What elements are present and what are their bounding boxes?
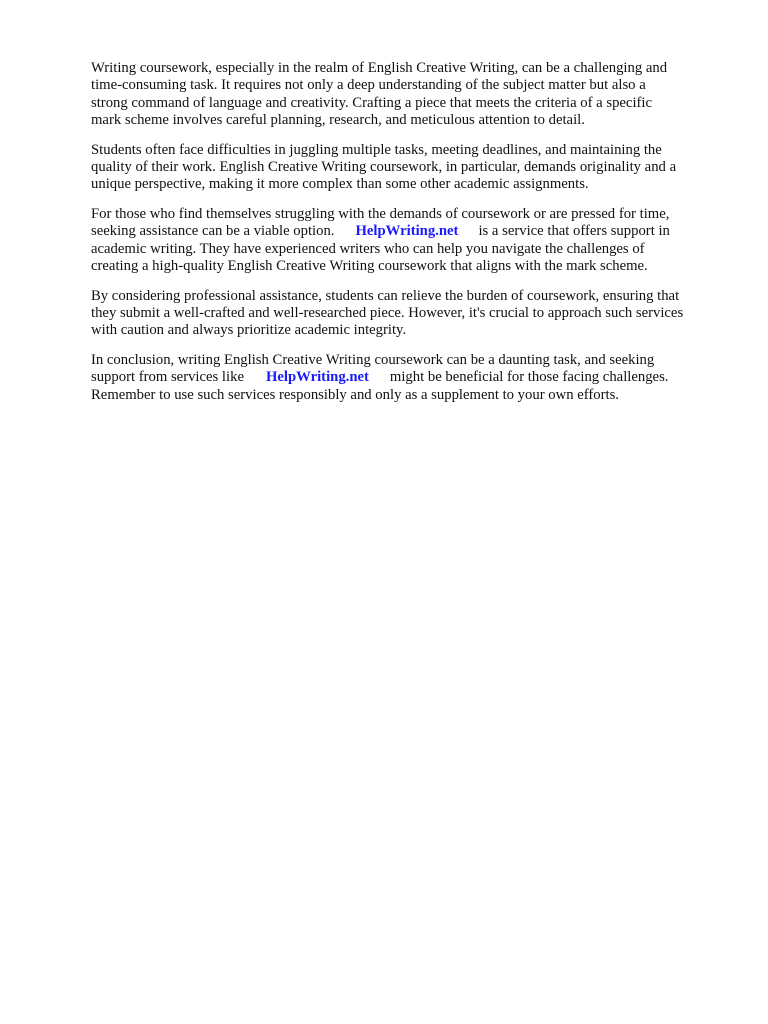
document-page xyxy=(91,60,721,417)
text-line: quality of their work. English Creative Writing coursework, in particular, demands originality and a xyxy=(91,158,677,175)
text-line: strong command of language and creativity. Crafting a piece that meets the criteria of a specific xyxy=(91,94,653,111)
paragraph-5 xyxy=(91,352,721,404)
text-line: Writing coursework, especially in the realm of English Creative Writing, can be a challenging and xyxy=(91,60,668,76)
text-line: unique perspective, making it more complex than some other academic assignments. xyxy=(91,176,589,193)
text-line: academic writing. They have experienced writers who can help you navigate the challenges of xyxy=(91,240,645,257)
helpwriting-link[interactable]: HelpWriting.net xyxy=(355,223,459,240)
text-segment: is a service that offers support in xyxy=(478,223,670,240)
text-segment: might be beneficial for those facing challenges. xyxy=(389,369,669,386)
text-line-with-link xyxy=(91,369,721,386)
text-line: For those who find themselves struggling with the demands of coursework or are pressed for time, xyxy=(91,206,670,223)
text-segment: seeking assistance can be a viable option. xyxy=(91,223,335,240)
text-line: they submit a well-crafted and well-researched piece. However, it's crucial to approach such services xyxy=(91,305,684,322)
text-line: Remember to use such services responsibly and only as a supplement to your own efforts. xyxy=(91,386,619,403)
text-line: time-consuming task. It requires not only a deep understanding of the subject matter but also a xyxy=(91,77,646,94)
text-line: Students often face difficulties in juggling multiple tasks, meeting deadlines, and maintaining the xyxy=(91,141,662,158)
text-line: with caution and always prioritize academic integrity. xyxy=(91,322,407,339)
text-segment: support from services like xyxy=(91,369,244,386)
paragraph-1 xyxy=(91,60,721,129)
text-line: In conclusion, writing English Creative Writing coursework can be a daunting task, and seeking xyxy=(91,352,655,369)
text-line: mark scheme involves careful planning, research, and meticulous attention to detail. xyxy=(91,111,585,128)
helpwriting-link[interactable]: HelpWriting.net xyxy=(265,369,369,386)
text-line: creating a high-quality English Creative Writing coursework that aligns with the mark scheme. xyxy=(91,257,648,274)
text-line: By considering professional assistance, students can relieve the burden of coursework, ensuring that xyxy=(91,287,680,304)
text-line-with-link xyxy=(91,223,721,240)
paragraph-4 xyxy=(91,288,721,340)
paragraph-2 xyxy=(91,142,721,194)
paragraph-3 xyxy=(91,206,721,275)
